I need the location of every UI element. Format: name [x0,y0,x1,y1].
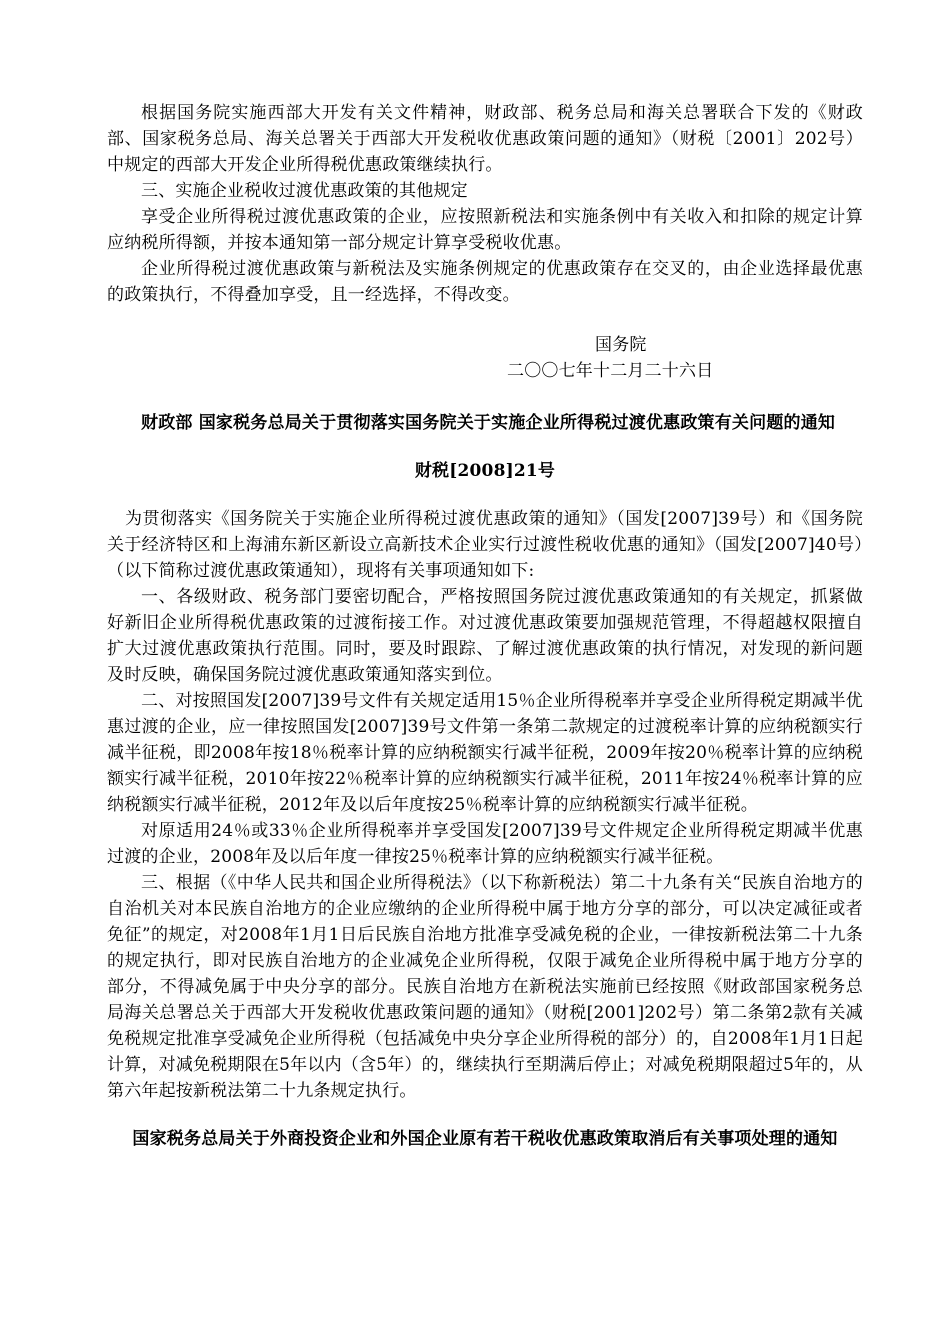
notice-title: 财政部 国家税务总局关于贯彻落实国务院关于实施企业所得税过渡优惠政策有关问题的通知 [141,413,836,433]
paragraph-item-2: 二、对按照国发[2007]39号文件有关规定适用15％企业所得税率并享受企业所得税定期减半优惠过渡的企业，应一律按照国发[2007]39号文件第一条第二款规定的过渡税率计算的应纳税额实行减半征税，即2008年按18％税率计算的应纳税额实行减半征税，2009年按20％税率计算的应纳税额实行减半征税，2010年按22％税率计算的应纳税额实行减半征税，2011年按24％税率计算的应纳税额实行减半征税，2012年及以后年度按25％税率计算的应纳税额实行减半征税。 [107,691,863,815]
paragraph-intro: 为贯彻落实《国务院关于实施企业所得税过渡优惠政策的通知》（国发[2007]39号）和《国务院关于经济特区和上海浦东新区新设立高新技术企业实行过渡性税收优惠的通知》（国发[2007]40号）（以下简称过渡优惠政策通知），现将有关事项通知如下: [107,509,863,581]
document-page [107,100,863,1152]
paragraph-item-3: 三、根据（《中华人民共和国企业所得税法》（以下称新税法）第二十九条有关“民族自治地方的自治机关对本民族自治地方的企业应缴纳的企业所得税中属于地方分享的部分，可以决定减征或者免征”的规定，对2008年1月1日后民族自治地方批准享受减免税的企业，一律按新税法第二十九条的规定执行，即对民族自治地方的企业减免企业所得税，仅限于减免企业所得税中属于地方分享的部分，不得减免属于中央分享的部分。民族自治地方在新税法实施前已经按照《财政部国家税务总局海关总署总关于西部大开发税收优惠政策问题的通知》（财税[2001]202号）第二条第2款有关减免税规定批准享受减免企业所得税（包括减免中央分享企业所得税的部分）的，自2008年1月1日起计算，对减免税期限在5年以内（含5年）的，继续执行至期满后停止；对减免税期限超过5年的，从第六年起按新税法第二十九条规定执行。 [107,873,863,1101]
signature-org: 国务院 [595,335,647,355]
document-number: 财税[2008]21号 [414,461,556,481]
signature-date: 二〇〇七年十二月二十六日 [507,361,714,381]
paragraph-item-1: 一、各级财政、税务部门要密切配合，严格按照国务院过渡优惠政策通知的有关规定，抓紧做好新旧企业所得税优惠政策的过渡衔接工作。对过渡优惠政策要加强规范管理，不得超越权限擅自扩大过渡优惠政策执行范围。同时，要及时跟踪、了解过渡优惠政策的执行情况，对发现的新问题及时反映，确保国务院过渡优惠政策通知落实到位。 [107,587,863,685]
paragraph-overlap-rule: 企业所得税过渡优惠政策与新税法及实施条例规定的优惠政策存在交叉的，由企业选择最优惠的政策执行，不得叠加享受，且一经选择，不得改变。 [107,259,863,305]
notice-title-2: 国家税务总局关于外商投资企业和外国企业原有若干税收优惠政策取消后有关事项处理的通知 [132,1129,838,1149]
paragraph-item-2b: 对原适用24％或33％企业所得税率并享受国发[2007]39号文件规定企业所得税定期减半优惠过渡的企业，2008年及以后年度一律按25％税率计算的应纳税额实行减半征税。 [107,821,863,867]
paragraph-western-development: 根据国务院实施西部大开发有关文件精神，财政部、税务总局和海关总署联合下发的《财政部、国家税务总局、海关总署关于西部大开发税收优惠政策问题的通知》（财税〔2001〕202号）中规定的西部大开发企业所得税优惠政策继续执行。 [107,103,863,175]
heading-other-provisions: 三、实施企业税收过渡优惠政策的其他规定 [141,181,468,201]
paragraph-taxable-income: 享受企业所得税过渡优惠政策的企业，应按照新税法和实施条例中有关收入和扣除的规定计算应纳税所得额，并按本通知第一部分规定计算享受税收优惠。 [107,207,863,253]
